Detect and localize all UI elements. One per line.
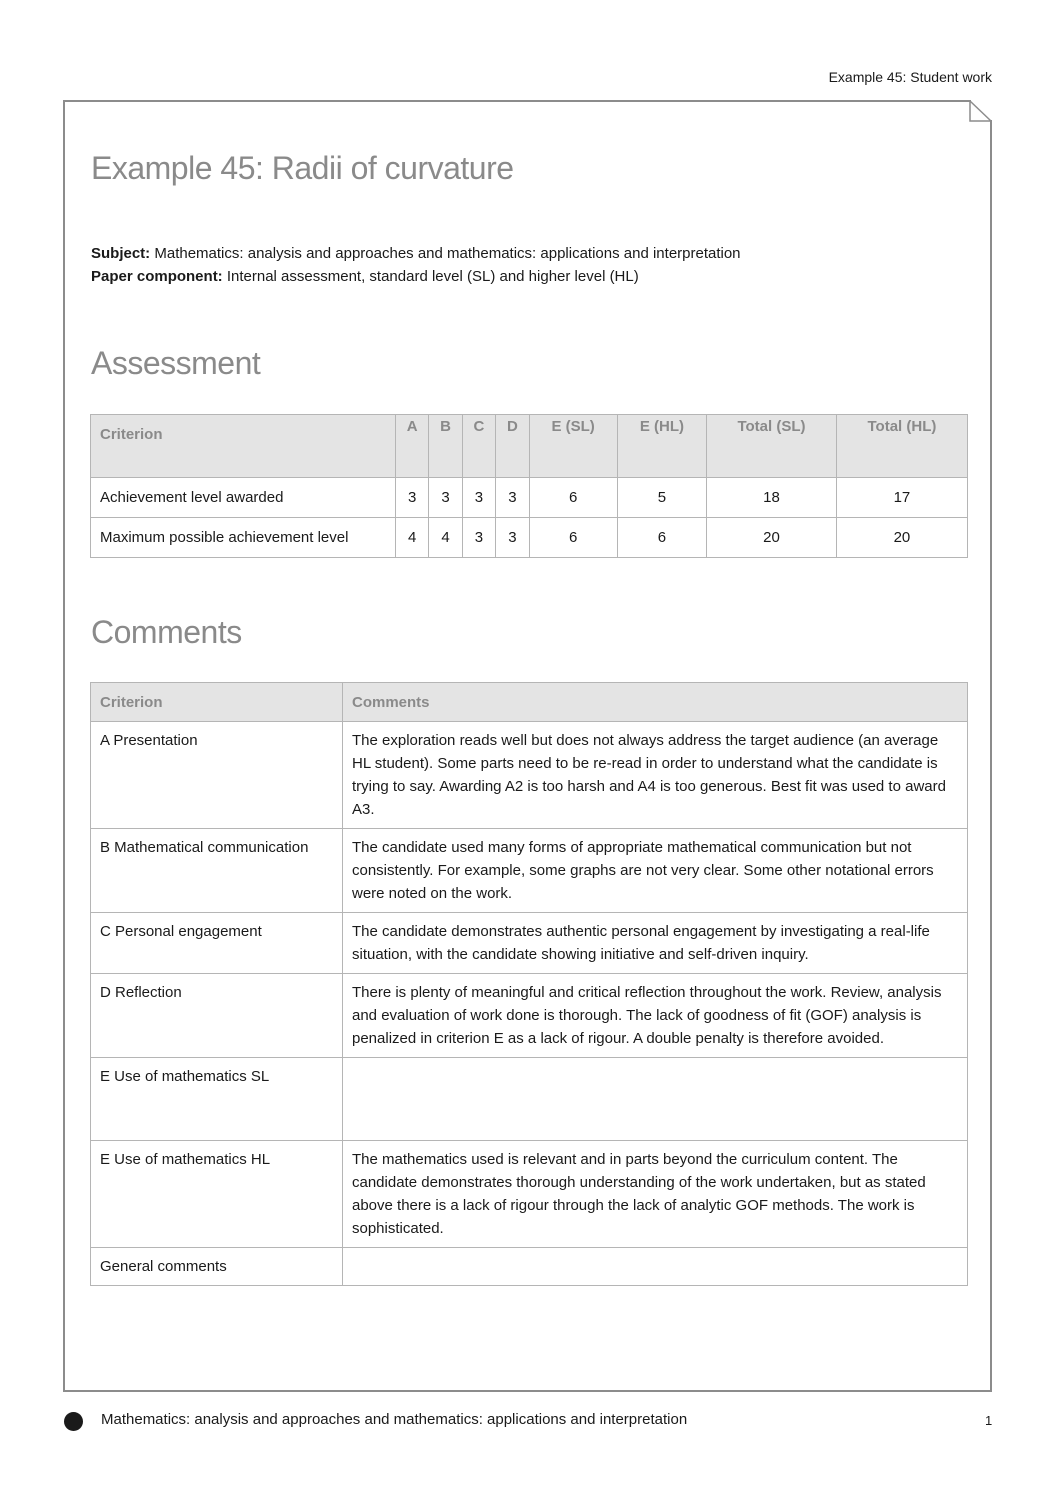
paper-component-label: Paper component: (91, 268, 223, 285)
comment-cell (343, 1248, 968, 1286)
score-cell: 3 (496, 518, 529, 558)
row-label: Maximum possible achievement level (91, 518, 396, 558)
table-row (91, 913, 968, 974)
criterion-cell: A Presentation (91, 722, 343, 829)
ib-logo-icon (64, 1412, 83, 1431)
column-header: Total (SL) (707, 415, 837, 478)
comment-cell: The candidate used many forms of appropriate mathematical communication but not consistently. For example, some graphs are not very clear. Some other notational errors were noted on the work. (343, 829, 968, 913)
comments-heading: Comments (91, 614, 242, 650)
score-cell: 5 (617, 478, 707, 518)
page-frame-top (63, 100, 971, 102)
subject-value: Mathematics: analysis and approaches and mathematics: applications and interpretation (154, 245, 741, 262)
score-cell: 4 (396, 518, 429, 558)
subject-label: Subject: (91, 245, 151, 262)
table-row (91, 722, 968, 829)
page-frame-right (990, 120, 992, 1392)
score-cell: 6 (617, 518, 707, 558)
document-meta (91, 242, 741, 288)
criterion-header: Criterion (91, 683, 343, 722)
score-cell: 17 (836, 478, 967, 518)
score-cell: 3 (462, 478, 495, 518)
column-header: E (SL) (529, 415, 617, 478)
criterion-header: Criterion (91, 415, 396, 478)
folded-corner-icon (969, 100, 992, 122)
table-row (91, 1058, 968, 1141)
criterion-cell: General comments (91, 1248, 343, 1286)
column-header: D (496, 415, 529, 478)
table-row (91, 829, 968, 913)
paper-component-value: Internal assessment, standard level (SL) and higher level (HL) (226, 268, 639, 285)
column-header: E (HL) (617, 415, 707, 478)
criterion-cell: D Reflection (91, 974, 343, 1058)
table-row (91, 1248, 968, 1286)
score-cell: 18 (707, 478, 837, 518)
score-cell: 3 (429, 478, 462, 518)
column-header: Total (HL) (836, 415, 967, 478)
comment-cell: The exploration reads well but does not always address the target audience (an average HL student). Some parts need to be re-read in order to understand what the candidate is trying to say. Awarding A2 is too harsh and A4 is too generous. Best fit was used to award A3. (343, 722, 968, 829)
footer-text: Mathematics: analysis and approaches and mathematics: applications and interpretation (101, 1411, 688, 1428)
page-title: Example 45: Radii of curvature (91, 150, 514, 186)
score-cell: 3 (462, 518, 495, 558)
assessment-heading: Assessment (91, 345, 261, 381)
score-cell: 4 (429, 518, 462, 558)
score-cell: 20 (836, 518, 967, 558)
score-cell: 6 (529, 518, 617, 558)
assessment-table (90, 414, 968, 558)
criterion-cell: E Use of mathematics SL (91, 1058, 343, 1141)
column-header: A (396, 415, 429, 478)
assessment-header-row (91, 415, 968, 478)
column-header: C (462, 415, 495, 478)
table-row (91, 974, 968, 1058)
table-row (91, 1141, 968, 1248)
score-cell: 20 (707, 518, 837, 558)
subject-line (91, 242, 741, 265)
table-row (91, 518, 968, 558)
row-label: Achievement level awarded (91, 478, 396, 518)
column-header: B (429, 415, 462, 478)
score-cell: 6 (529, 478, 617, 518)
table-row (91, 478, 968, 518)
score-cell: 3 (396, 478, 429, 518)
score-cell: 3 (496, 478, 529, 518)
comment-cell: There is plenty of meaningful and critical reflection throughout the work. Review, analysis and evaluation of work done is thorough. The lack of goodness of fit (GOF) analysis is penalized in criterion E as a lack of rigour. A double penalty is therefore avoided. (343, 974, 968, 1058)
comments-header: Comments (343, 683, 968, 722)
comments-table (90, 682, 968, 1286)
criterion-cell: B Mathematical communication (91, 829, 343, 913)
page-number: 1 (985, 1413, 993, 1428)
comments-header-row (91, 683, 968, 722)
comment-cell (343, 1058, 968, 1141)
comment-cell: The candidate demonstrates authentic personal engagement by investigating a real-life situation, with the candidate showing initiative and self-driven inquiry. (343, 913, 968, 974)
comment-cell: The mathematics used is relevant and in parts beyond the curriculum content. The candidate demonstrates thorough understanding of the work undertaken, but as stated above there is a lack of rigour through the lack of analytic GOF methods. The work is sophisticated. (343, 1141, 968, 1248)
criterion-cell: C Personal engagement (91, 913, 343, 974)
running-head: Example 45: Student work (828, 69, 992, 85)
paper-component-line (91, 265, 741, 288)
criterion-cell: E Use of mathematics HL (91, 1141, 343, 1248)
